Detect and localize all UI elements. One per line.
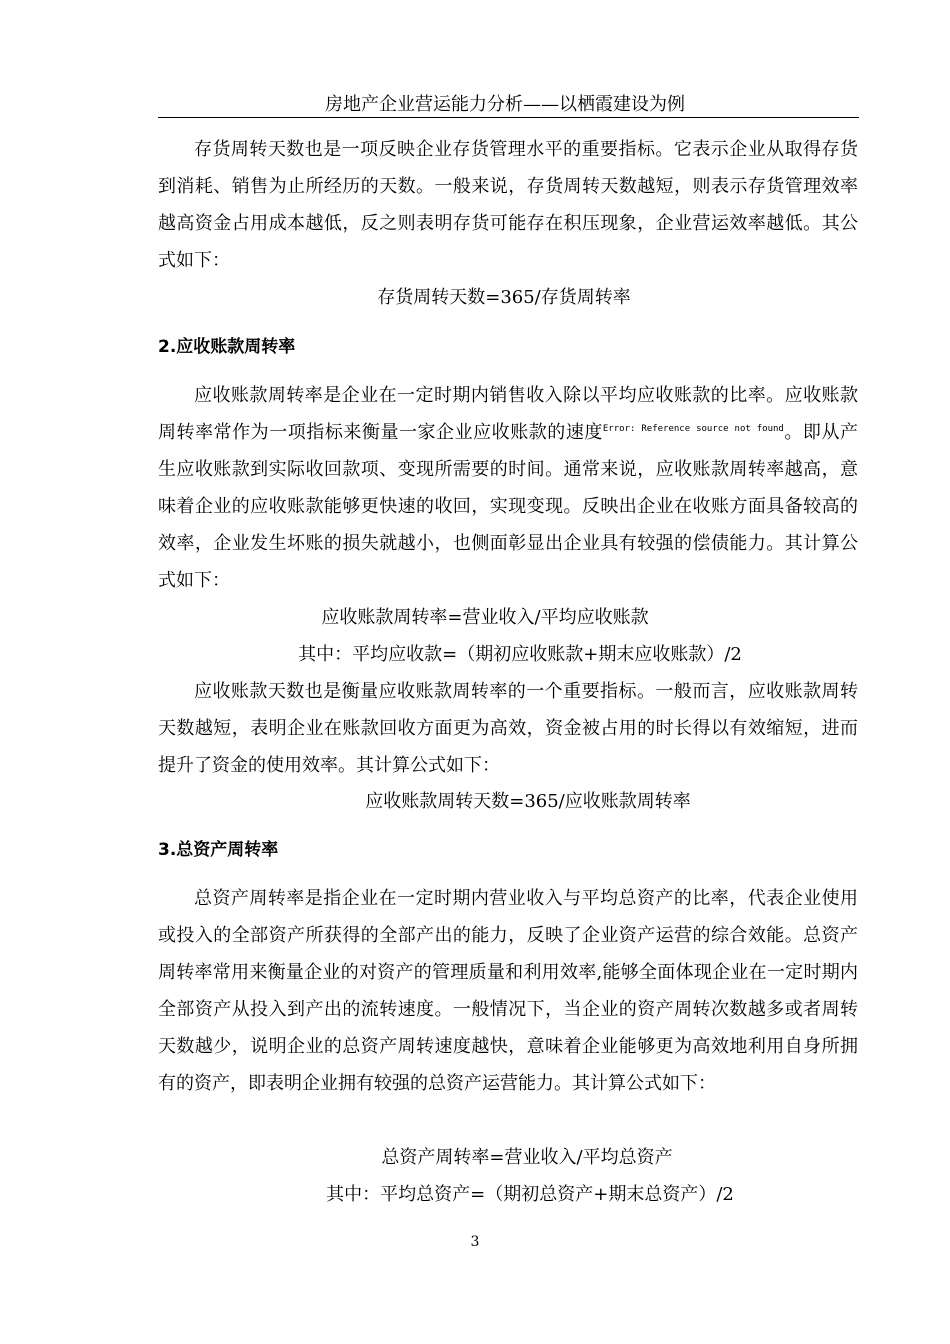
- header-divider: [158, 117, 859, 118]
- receivables-paragraph-part2: 。即从产生应收账款到实际收回款项、变现所需要的时间。通常来说，应收账款周转率越高，意味着企业的应收账款能够更快速的收回，实现变现。反映出企业在收账方面具备较高的效率，企业发生坏账的损失就越小，也侧面彰显出企业具有较强的偿债能力。其计算公式如下：: [158, 422, 859, 591]
- reference-error-note: Error: Reference source not found: [602, 424, 784, 434]
- average-total-assets-formula: 其中：平均总资产=（期初总资产+期末总资产）/2: [326, 1184, 734, 1205]
- receivables-days-paragraph: 应收账款天数也是衡量应收账款周转率的一个重要指标。一般而言，应收账款周转天数越短，表明企业在账款回收方面更为高效，资金被占用的时长得以有效缩短，进而提升了资金的使用效率。其计算公式如下：: [158, 681, 858, 776]
- total-assets-turnover-formula: 总资产周转率=营业收入/平均总资产: [381, 1147, 673, 1168]
- average-receivables-formula: 其中：平均应收款=（期初应收账款+期末应收账款）/2: [298, 644, 742, 665]
- section-heading-total-assets: 3.总资产周转率: [158, 840, 279, 860]
- receivables-paragraph: [158, 377, 858, 599]
- receivables-paragraph-part1: 应收账款周转率是企业在一定时期内销售收入除以平均应收账款的比率。应收账款周转率常作为一项指标来衡量一家企业应收账款的速度: [158, 385, 858, 443]
- page-number: 3: [470, 1234, 480, 1250]
- receivables-turnover-formula: 应收账款周转率=营业收入/平均应收账款: [321, 607, 649, 628]
- section-heading-receivables: 2.应收账款周转率: [158, 337, 296, 357]
- receivables-days-formula: 应收账款周转天数=365/应收账款周转率: [365, 791, 691, 812]
- inventory-days-formula: 存货周转天数=365/存货周转率: [377, 287, 631, 308]
- total-assets-paragraph: 总资产周转率是指企业在一定时期内营业收入与平均总资产的比率，代表企业使用或投入的全部资产所获得的全部产出的能力，反映了企业资产运营的综合效能。总资产周转率常用来衡量企业的对资产的管理质量和利用效率,能够全面体现企业在一定时期内全部资产从投入到产出的流转速度。一般情况下，当企业的资产周转次数越多或者周转天数越少，说明企业的总资产周转速度越快，意味着企业能够更为高效地利用自身所拥有的资产，即表明企业拥有较强的总资产运营能力。其计算公式如下：: [158, 888, 858, 1094]
- inventory-days-paragraph: 存货周转天数也是一项反映企业存货管理水平的重要指标。它表示企业从取得存货到消耗、销售为止所经历的天数。一般来说，存货周转天数越短，则表示存货管理效率越高资金占用成本越低，反之则表明存货可能存在积压现象，企业营运效率越低。其公式如下：: [158, 139, 858, 271]
- running-header-title: 房地产企业营运能力分析——以栖霞建设为例: [325, 94, 685, 115]
